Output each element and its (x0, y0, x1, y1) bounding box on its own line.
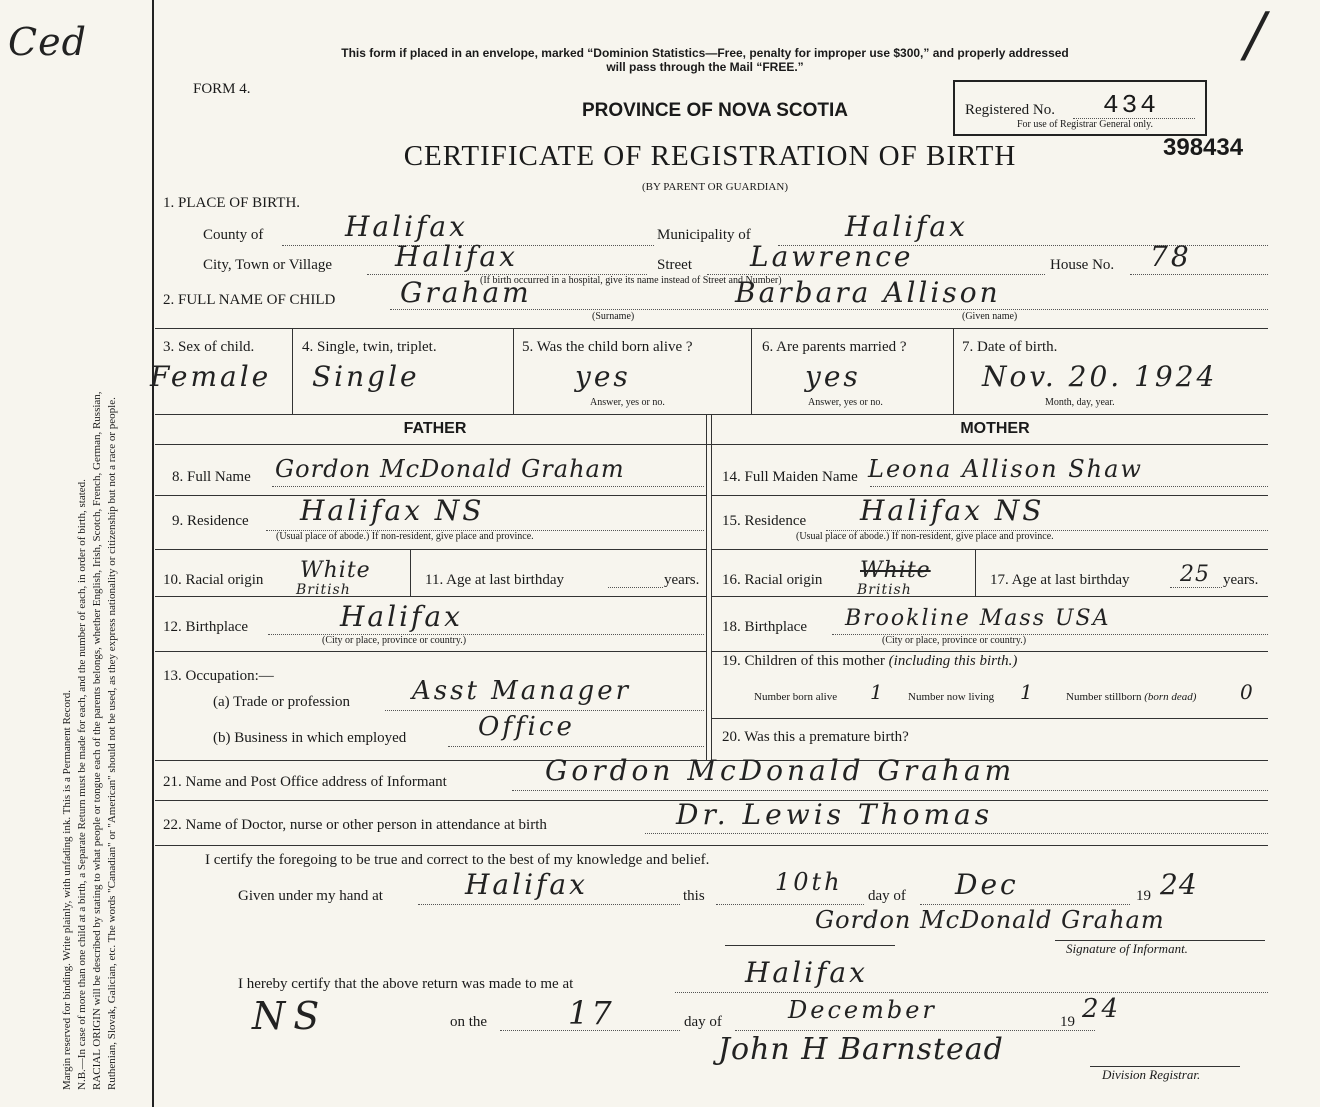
children-label: 19. Children of this mother (including this birth.) (722, 653, 1018, 669)
father-residence-caption: (Usual place of abode.) If non-resident, give place and province. (276, 531, 534, 542)
given-day-of-label: day of (868, 888, 906, 904)
registrar-place-cont: NS (252, 994, 328, 1038)
sex-label: 3. Sex of child. (163, 339, 255, 355)
annotation-top-right: / (1245, 0, 1266, 70)
father-heading: FATHER (403, 420, 467, 437)
municipality-value: Halifax (845, 210, 968, 243)
page-title: CERTIFICATE OF REGISTRATION OF BIRTH (403, 140, 1017, 172)
registrar-statement: I hereby certify that the above return was made to me at (238, 976, 574, 992)
house-value: 78 (1150, 240, 1192, 273)
registrar-year-prefix: 19 (1060, 1014, 1075, 1030)
street-value: Lawrence (750, 240, 914, 273)
margin-rule (152, 0, 154, 1107)
page-subtitle: (BY PARENT OR GUARDIAN) (642, 181, 788, 193)
place-of-birth-heading: 1. PLACE OF BIRTH. (163, 195, 301, 211)
city-value: Halifax (395, 240, 518, 273)
margin-line-1: Margin reserved for binding. Write plainly, with unfading ink. This is a Permanent Record. (61, 690, 73, 1090)
mother-racial: White (860, 558, 931, 583)
mother-racial-sub: British (857, 582, 912, 598)
mother-birthplace-caption: (City or place, province or country.) (882, 635, 1027, 646)
municipality-label: Municipality of (657, 227, 751, 243)
child-name-label: 2. FULL NAME OF CHILD (163, 292, 336, 308)
mother-birthplace: Brookline Mass USA (845, 606, 1111, 631)
doctor-label: 22. Name of Doctor, nurse or other person in attendance at birth (163, 817, 547, 833)
premature-label: 20. Was this a premature birth? (722, 729, 909, 745)
house-label: House No. (1050, 257, 1115, 273)
margin-instructions (60, 30, 150, 1090)
father-birthplace-label: 12. Birthplace (163, 619, 248, 635)
trade-value: Asst Manager (412, 676, 632, 706)
registrar-caption: Division Registrar. (1102, 1067, 1201, 1082)
registrar-month: December (788, 996, 937, 1024)
father-residence: Halifax NS (300, 494, 485, 527)
province-heading: PROVINCE OF NOVA SCOTIA (581, 100, 849, 121)
father-racial-sub: British (296, 582, 351, 598)
surname-caption: (Surname) (592, 311, 635, 322)
mother-name: Leona Allison Shaw (868, 455, 1143, 483)
mother-age-unit: years. (1223, 572, 1259, 588)
parents-married-label: 6. Are parents married ? (762, 339, 907, 355)
registrar-day: 17 (568, 994, 615, 1032)
child-given-name: Barbara Allison (735, 276, 1001, 309)
mother-age: 25 (1180, 562, 1210, 587)
mother-heading: MOTHER (960, 420, 1030, 437)
informant-signature-caption: Signature of Informant. (1066, 941, 1188, 956)
born-alive-label: 5. Was the child born alive ? (522, 339, 693, 355)
stamp-number: 398434 (1163, 134, 1244, 161)
business-value: Office (478, 712, 575, 742)
stillborn-count: 0 (1240, 680, 1256, 704)
father-name: Gordon McDonald Graham (275, 455, 625, 483)
given-place: Halifax (465, 868, 588, 901)
registration-box (953, 80, 1207, 136)
father-age-label: 11. Age at last birthday (425, 572, 564, 588)
registrar-signature: John H Barnstead (718, 1032, 1004, 1067)
born-alive-caption: Answer, yes or no. (590, 397, 665, 408)
margin-line-3: RACIAL ORIGIN will be described by stating to what people or tongue each of the parents belongs, whether English, Irish, Scotch, French, German, Russian, (91, 391, 103, 1090)
born-alive-value: yes (575, 360, 631, 393)
mother-racial-label: 16. Racial origin (722, 572, 823, 588)
father-residence-label: 9. Residence (172, 513, 249, 529)
registered-label: Registered No. (965, 102, 1055, 118)
dob-label: 7. Date of birth. (962, 339, 1058, 355)
certify-statement: I certify the foregoing to be true and correct to the best of my knowledge and belief. (205, 852, 710, 868)
registered-number: 434 (1103, 90, 1159, 120)
mail-notice: This form if placed in an envelope, marked “Dominion Statistics—Free, penalty for improper use $300,” and properly addressed will pass through the Mail “FREE.” (341, 46, 1069, 74)
plurality-value: Single (312, 360, 420, 393)
margin-line-4: Ruthenian, Slovak, Galician, etc. The words "Canadian" or "American" should not be used, as they express nationality or citizenship but not a race or people. (106, 397, 118, 1090)
mother-residence-label: 15. Residence (722, 513, 807, 529)
now-living-count: 1 (1020, 680, 1036, 704)
born-alive-count-label: Number born alive (754, 691, 838, 703)
registrar-note: For use of Registrar General only. (1017, 119, 1153, 130)
mother-birthplace-label: 18. Birthplace (722, 619, 807, 635)
parents-married-value: yes (805, 360, 861, 393)
given-month: Dec (955, 868, 1019, 901)
form-number: FORM 4. (193, 81, 251, 97)
mother-age-label: 17. Age at last birthday (990, 572, 1130, 588)
father-racial-label: 10. Racial origin (163, 572, 264, 588)
business-label: (b) Business in which employed (213, 730, 407, 746)
father-birthplace-caption: (City or place, province or country.) (322, 635, 467, 646)
given-year: 24 (1160, 868, 1198, 901)
sex-value: Female (150, 360, 272, 393)
given-under-label: Given under my hand at (238, 888, 383, 904)
doctor-value: Dr. Lewis Thomas (676, 798, 994, 831)
born-alive-count: 1 (870, 680, 886, 704)
informant-label: 21. Name and Post Office address of Informant (163, 774, 447, 790)
plurality-label: 4. Single, twin, triplet. (302, 339, 437, 355)
parents-married-caption: Answer, yes or no. (808, 397, 883, 408)
hospital-note: (If birth occurred in a hospital, give its name instead of Street and Number) (480, 275, 782, 286)
father-racial: White (300, 558, 371, 583)
given-year-prefix: 19 (1136, 888, 1151, 904)
registrar-day-of-label: day of (684, 1014, 722, 1030)
informant-value: Gordon McDonald Graham (545, 754, 1016, 787)
given-name-caption: (Given name) (962, 311, 1018, 322)
stillborn-label: Number stillborn (born dead) (1066, 691, 1197, 703)
mother-name-label: 14. Full Maiden Name (722, 469, 858, 485)
father-age-unit: years. (664, 572, 700, 588)
occupation-label: 13. Occupation:— (163, 668, 274, 684)
this-label: this (683, 888, 705, 904)
registrar-year: 24 (1082, 994, 1122, 1024)
street-label: Street (657, 257, 692, 273)
county-value: Halifax (345, 210, 468, 243)
dob-caption: Month, day, year. (1045, 397, 1115, 408)
mother-residence-caption: (Usual place of abode.) If non-resident, give place and province. (796, 531, 1054, 542)
margin-line-2: N.B.—In case of more than one child at a birth, a Separate Return must be made for each, and the number of each, in order of birth, stated. (76, 479, 88, 1090)
trade-label: (a) Trade or profession (213, 694, 351, 710)
child-surname: Graham (400, 276, 532, 309)
registrar-on-the-label: on the (450, 1014, 488, 1030)
dob-value: Nov. 20. 1924 (982, 360, 1218, 393)
city-label: City, Town or Village (203, 257, 333, 273)
registrar-place: Halifax (745, 956, 868, 989)
mother-residence: Halifax NS (860, 494, 1045, 527)
county-label: County of (203, 227, 264, 243)
now-living-label: Number now living (908, 691, 995, 703)
given-day: 10th (775, 868, 843, 896)
informant-signature: Gordon McDonald Graham (815, 906, 1165, 934)
father-birthplace: Halifax (340, 600, 463, 633)
father-name-label: 8. Full Name (172, 469, 251, 485)
annotation-top-left: Ced (8, 20, 87, 64)
